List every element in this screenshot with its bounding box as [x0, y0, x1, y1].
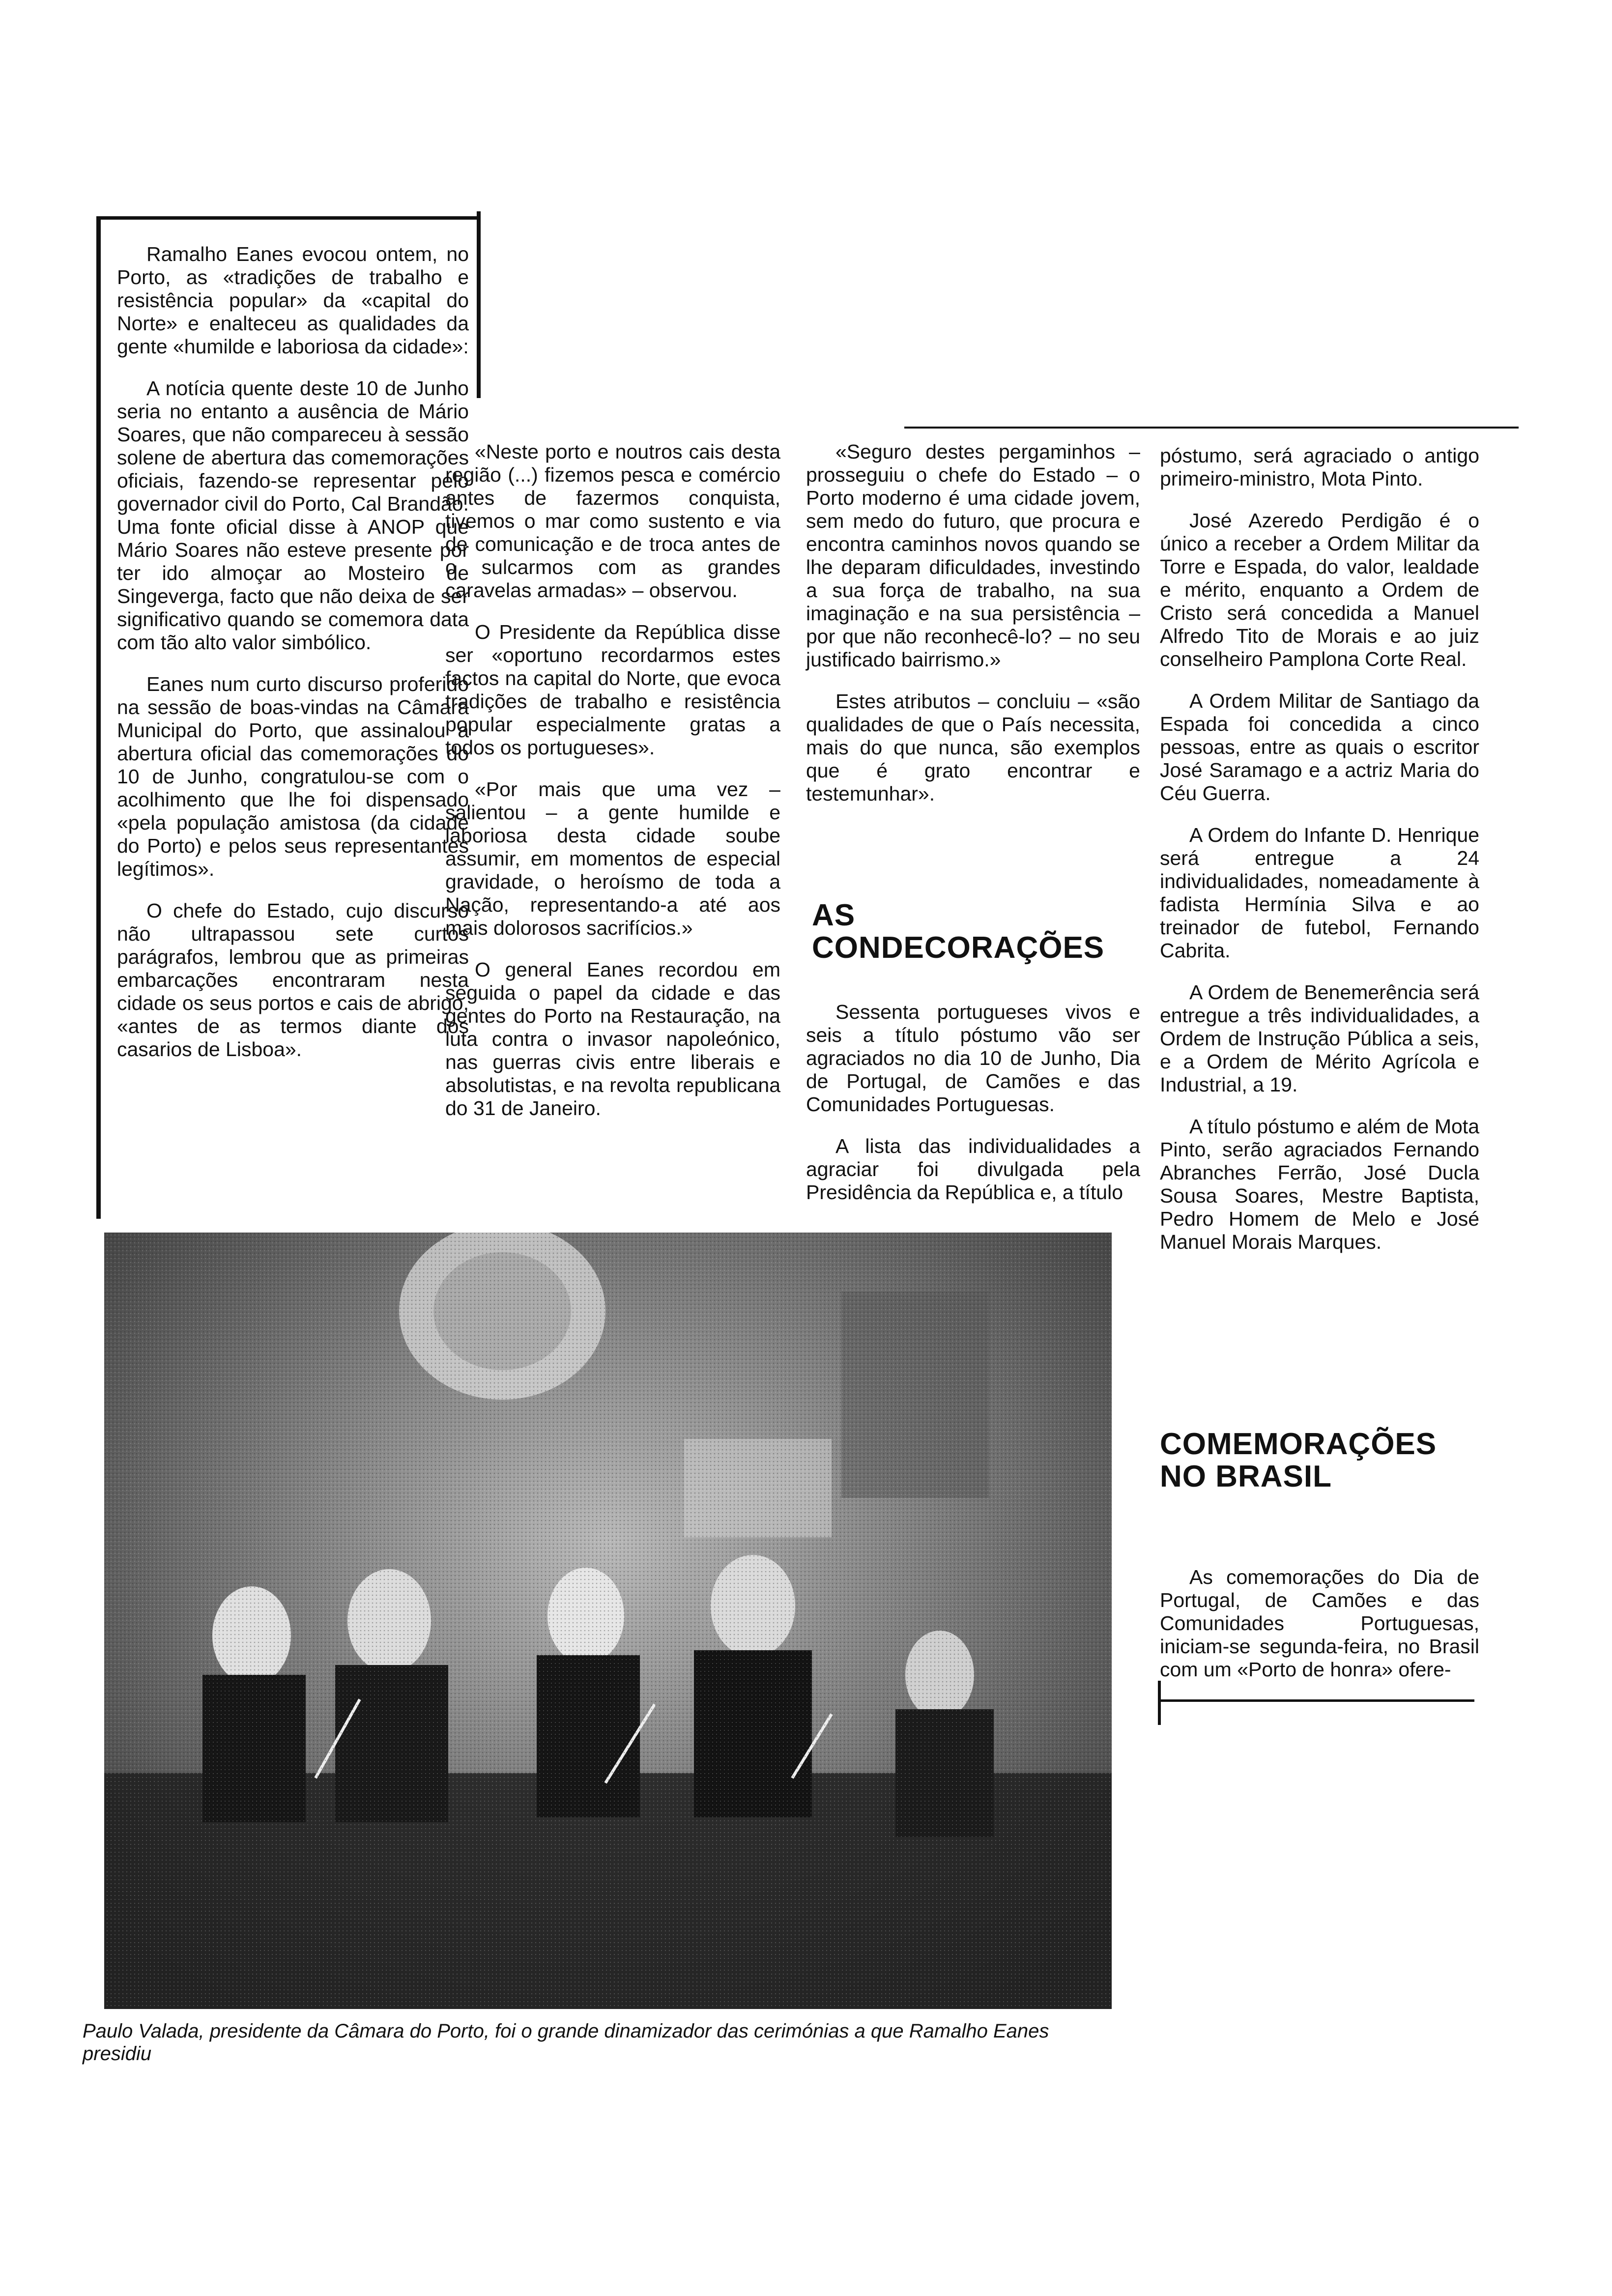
paragraph: A notícia quente deste 10 de Junho seria no entanto a ausência de Mário Soares, que não compareceu à sessão solene de abertura das comemorações oficiais, fazendo-se representar pelo governador civil do Porto, Cal Brandão. Uma fonte oficial disse à ANOP que Mário Soares não esteve presente por ter ido almoçar ao Mosteiro de Singeverga, facto que não deixa de ser significativo quando se comemora data com tão alto valor simbólico. — [117, 377, 469, 654]
paragraph: «Seguro destes pergaminhos – prosseguiu o chefe do Estado – o Porto moderno é uma cidade jovem, sem medo do futuro, que procura e encontra caminhos novos quando se lhe deparam dificuldades, investindo a sua força de trabalho, na sua imaginação e na sua persistência – por que não reconhecê-lo? – no seu justificado bairrismo.» — [806, 440, 1140, 671]
top-right-rule — [904, 427, 1519, 429]
paragraph: A Ordem Militar de Santiago da Espada foi concedida a cinco pessoas, entre as quais o escritor José Saramago e a actriz Maria do Céu Guerra. — [1160, 689, 1479, 804]
condecoracoes-text — [806, 1001, 1140, 1204]
paragraph: A Ordem do Infante D. Henrique será entregue a 24 individualidades, nomeadamente à fadista Hermínia Silva e ao treinador de futebol, Fernando Cabrita. — [1160, 824, 1479, 962]
paragraph: Estes atributos – concluiu – «são qualidades de que o País necessita, mais do que nunca, são exemplos que é grato encontrar e testemunhar». — [806, 690, 1140, 805]
lead-paragraph: Ramalho Eanes evocou ontem, no Porto, as «tradições de trabalho e resistência popular» da «capital do Norte» e enalteceu as qualidades da gente «humilde e laboriosa da cidade»: — [117, 243, 469, 358]
right-box-bracket — [1160, 1699, 1474, 1702]
paragraph: O general Eanes recordou em seguida o papel da cidade e das gentes do Porto na Restauração, na luta contra o invasor napoleónico, nas guerras civis entre liberais e absolutistas, e na revolta republicana do 31 de Janeiro. — [445, 958, 780, 1119]
right-box-bracket-post — [1158, 1681, 1161, 1725]
article-column-1 — [117, 243, 469, 1061]
frame-top-right-post — [477, 211, 481, 398]
paragraph: O Presidente da República disse ser «oportuno recordarmos estes factos na capital do Norte, que evoca tradições de trabalho e resistência popular especialmente gratas a todos os portugueses». — [445, 621, 780, 759]
paragraph: As comemorações do Dia de Portugal, de Camões e das Comunidades Portuguesas, iniciam-se segunda-feira, no Brasil com um «Porto de honra» ofere- — [1160, 1566, 1479, 1681]
brasil-headline: COMEMORAÇÕES NO BRASIL — [1160, 1427, 1437, 1493]
article-column-2 — [445, 440, 780, 1120]
ceremony-photo — [104, 1233, 1112, 2009]
frame-top-border — [96, 216, 480, 220]
paragraph: Eanes num curto discurso proferido na sessão de boas-vindas na Câmara Municipal do Porto, que assinalou a abertura oficial das comemorações do 10 de Junho, congratulou-se com o acolhimento que lhe foi dispensado «pela população amistosa (da cidade do Porto) e pelos seus representantes legítimos». — [117, 673, 469, 880]
paragraph: A título póstumo e além de Mota Pinto, serão agraciados Fernando Abranches Ferrão, José Ducla Sousa Soares, Mestre Baptista, Pedro Homem de Melo e José Manuel Morais Marques. — [1160, 1115, 1479, 1253]
paragraph: póstumo, será agraciado o antigo primeiro-ministro, Mota Pinto. — [1160, 444, 1479, 490]
paragraph: José Azeredo Perdigão é o único a receber a Ordem Militar da Torre e Espada, do valor, lealdade e mérito, enquanto a Ordem de Cristo será concedida a Manuel Alfredo Tito de Morais e ao juiz conselheiro Pamplona Corte Real. — [1160, 509, 1479, 670]
photo-caption: Paulo Valada, presidente da Câmara do Porto, foi o grande dinamizador das cerimónias a que Ramalho Eanes presidiu — [83, 2020, 1049, 2065]
condecoracoes-headline: AS CONDECORAÇÕES — [812, 898, 1105, 965]
photo-illustration — [104, 1233, 1112, 2009]
brasil-text — [1160, 1566, 1479, 1681]
paragraph: A Ordem de Benemerência será entregue a três individualidades, a Ordem de Instrução Pública a seis, e a Ordem de Mérito Agrícola e Industrial, a 19. — [1160, 981, 1479, 1096]
paragraph: O chefe do Estado, cujo discurso não ultrapassou sete curtos parágrafos, lembrou que as primeiras embarcações encontraram nesta cidade os seus portos e cais de abrigo, «antes de as termos diante dos casarios de Lisboa». — [117, 899, 469, 1061]
paragraph: «Por mais que uma vez – salientou – a gente humilde e laboriosa desta cidade soube assumir, em momentos de especial gravidade, o heroísmo de toda a Nação, representando-a até aos mais dolorosos sacrifícios.» — [445, 778, 780, 939]
frame-left-border — [96, 216, 101, 1219]
article-column-4 — [1160, 444, 1479, 1254]
paragraph: A lista das individualidades a agraciar foi divulgada pela Presidência da República e, a título — [806, 1135, 1140, 1204]
paragraph: Sessenta portugueses vivos e seis a título póstumo vão ser agraciados no dia 10 de Junho, Dia de Portugal, de Camões e das Comunidades Portuguesas. — [806, 1001, 1140, 1116]
article-column-3 — [806, 440, 1140, 805]
paragraph: «Neste porto e noutros cais desta região (...) fizemos pesca e comércio antes de fazermos conquista, tivemos o mar como sustento e via de comunicação e de troca antes de o sulcarmos com as grandes caravelas armadas» – observou. — [445, 440, 780, 602]
